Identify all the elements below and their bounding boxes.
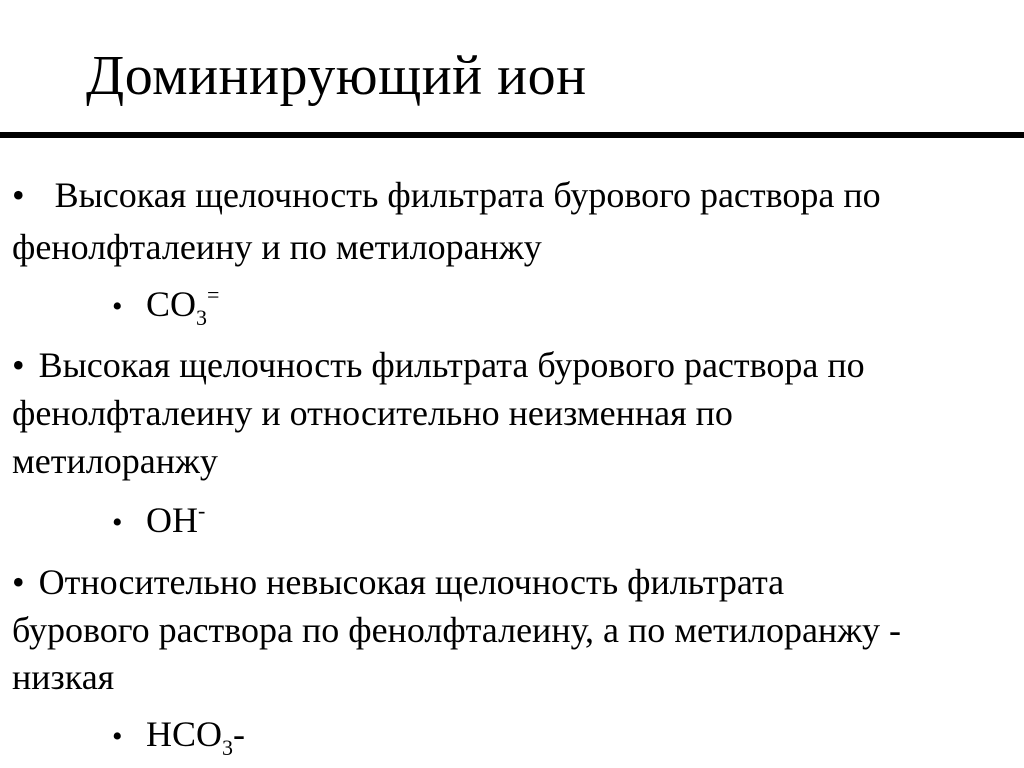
ion-hco3-base: HCO (146, 714, 223, 754)
ion-co3 (112, 282, 219, 329)
bullet-2-line-2 (12, 391, 733, 435)
ion-oh (112, 498, 205, 545)
ion-hco3-suffix: - (233, 714, 246, 754)
ion-oh-marker: • (112, 506, 123, 539)
ion-co3-base: CO (146, 284, 197, 324)
ion-hco3-subscript: 3 (222, 735, 234, 760)
bullet-2-line-1 (12, 343, 865, 387)
ion-oh-superscript: - (198, 498, 206, 523)
ion-co3-marker: • (112, 290, 123, 323)
bullet-3-text-line-1: Относительно невысокая щелочность фильтрата (38, 562, 785, 602)
bullet-3-line-2 (12, 608, 901, 652)
bullet-1-text-line-1: Высокая щелочность фильтрата бурового раствора по (54, 175, 881, 215)
bullet-2-marker: • (12, 345, 25, 385)
bullet-2-line-3 (12, 439, 218, 483)
ion-hco3-marker: • (112, 720, 123, 753)
bullet-1-line-1 (12, 173, 881, 217)
bullet-2-text-line-3: метилоранжу (12, 441, 218, 481)
bullet-2-text-line-2: фенолфталеину и относительно неизменная по (12, 393, 733, 433)
bullet-3-text-line-3: низкая (12, 657, 115, 697)
bullet-2-text-line-1: Высокая щелочность фильтрата бурового раствора по (38, 345, 865, 385)
bullet-3-line-3 (12, 655, 114, 699)
bullet-3-text-line-2: бурового раствора по фенолфталеину, а по метилоранжу - (12, 610, 902, 650)
bullet-1-text-line-2: фенолфталеину и по метилоранжу (12, 227, 542, 267)
ion-oh-base: OH (146, 500, 198, 540)
ion-co3-superscript: = (207, 282, 220, 307)
bullet-1-line-2 (12, 225, 542, 269)
bullet-1-marker: • (12, 175, 25, 215)
ion-co3-subscript: 3 (196, 305, 208, 330)
bullet-3-marker: • (12, 562, 25, 602)
ion-hco3 (112, 712, 245, 759)
title-divider (0, 132, 1024, 138)
slide-title: Доминирующий ион (86, 45, 587, 107)
bullet-3-line-1 (12, 560, 784, 604)
